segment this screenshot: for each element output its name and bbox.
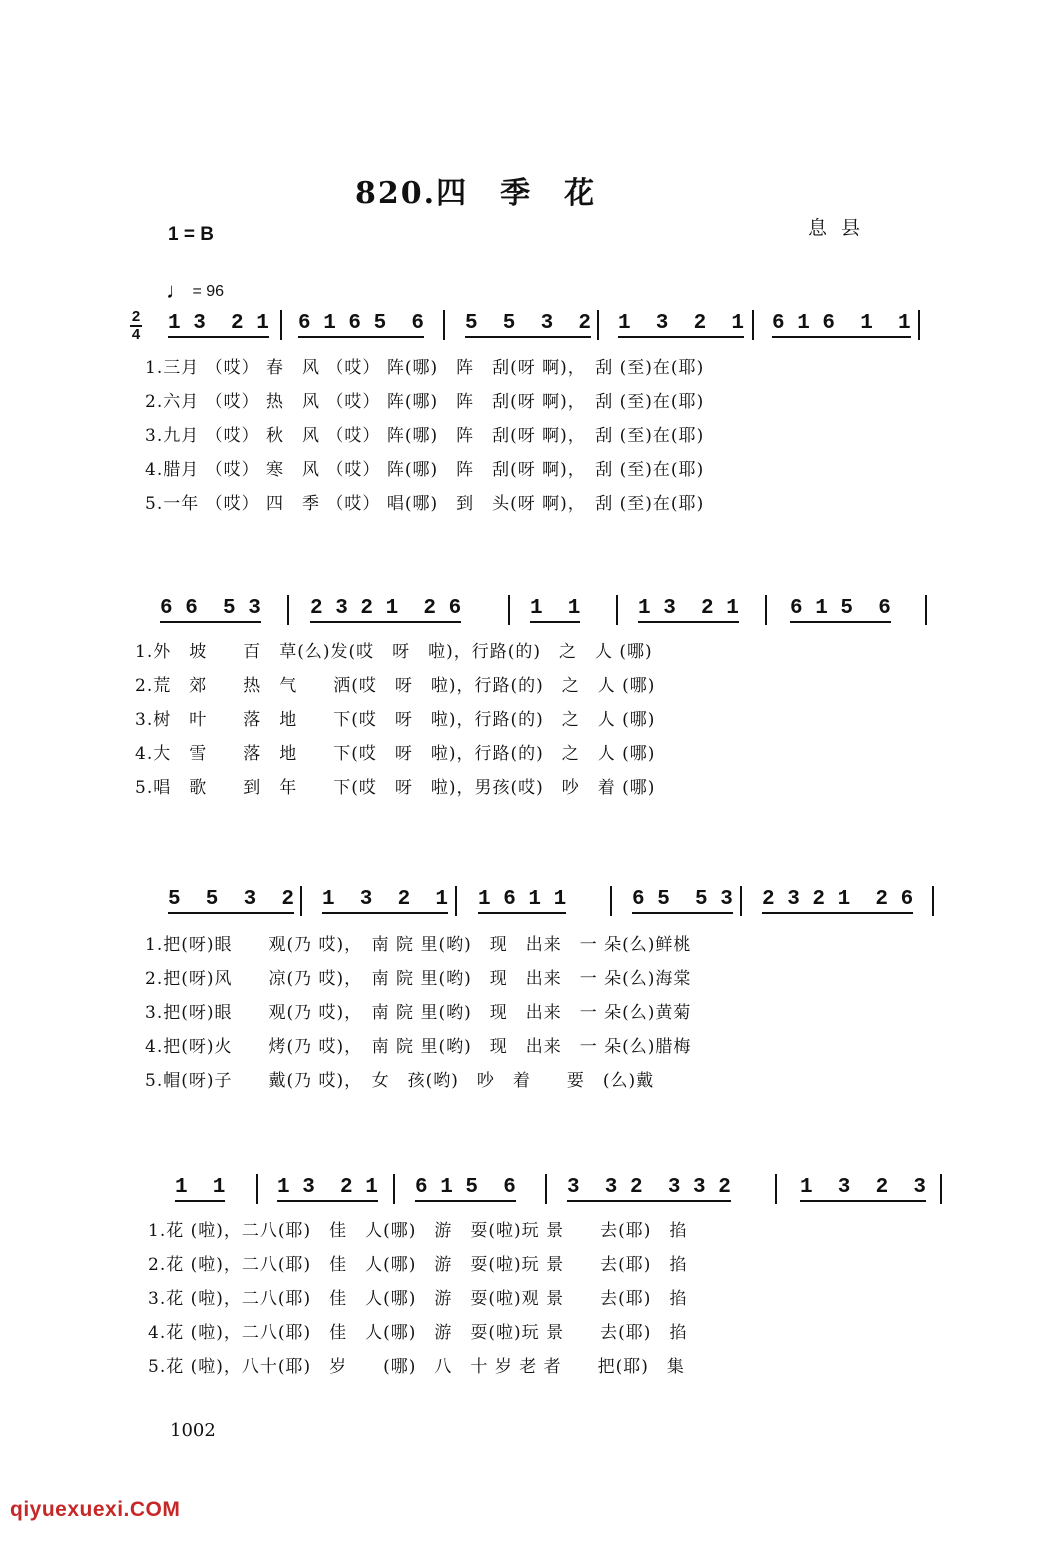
melody-measure: 5 5 3 2	[168, 888, 295, 911]
lyric-line: 4.把(呀)火 烤(乃 哎)， 南 院 里(哟) 现 出来 一 朵(么)腊梅	[145, 1037, 692, 1057]
melody-measure: 1 6 1 1	[478, 888, 567, 911]
melody-measure: 6 6 5 3	[160, 597, 261, 620]
melody-measure: 6 1 5 6	[790, 597, 891, 620]
bar-line	[775, 1174, 777, 1204]
lyric-line: 5.一年 （哎） 四 季 （哎） 唱(哪) 到 头(呀 啊)， 刮 (至)在(耶)	[145, 494, 705, 514]
bar-line	[287, 595, 289, 625]
bar-line	[280, 310, 282, 340]
region-label: 息县	[808, 217, 875, 239]
lyric-line: 5.唱 歌 到 年 下(哎 呀 啦)，男孩(哎) 吵 着 (哪)	[135, 778, 656, 798]
staff-system-4	[0, 1176, 1062, 1206]
bar-line	[925, 595, 927, 625]
lyric-line: 1.外 坡 百 草(么)发(哎 呀 啦)，行路(的) 之 人 (哪)	[135, 642, 653, 662]
lyric-line: 3.九月 （哎） 秋 风 （哎） 阵(哪) 阵 刮(呀 啊)， 刮 (至)在(耶)	[145, 426, 705, 446]
melody-measure: 1 3 2 1	[638, 597, 739, 620]
bar-line	[545, 1174, 547, 1204]
melody-measure: 6 1 5 6	[415, 1176, 516, 1199]
lyric-line: 2.荒 郊 热 气 洒(哎 呀 啦)，行路(的) 之 人 (哪)	[135, 676, 656, 696]
bar-line	[918, 310, 920, 340]
melody-measure: 1 3 2 1	[618, 312, 745, 335]
staff-system-2	[0, 597, 1062, 627]
bar-line	[256, 1174, 258, 1204]
staff-system-1	[0, 308, 1062, 342]
melody-measure: 3 3 2 3 3 2	[567, 1176, 731, 1199]
melody-measure: 1 3 2 1	[322, 888, 449, 911]
bar-line	[508, 595, 510, 625]
melody-measure: 1 1	[530, 597, 581, 620]
melody-measure: 5 5 3 2	[465, 312, 592, 335]
bar-line	[940, 1174, 942, 1204]
lyric-line: 3.树 叶 落 地 下(哎 呀 啦)，行路(的) 之 人 (哪)	[135, 710, 656, 730]
melody-measure: 6 1 6 1 1	[772, 312, 911, 335]
bar-line	[597, 310, 599, 340]
lyric-line: 1.三月 （哎） 春 风 （哎） 阵(哪) 阵 刮(呀 啊)， 刮 (至)在(耶)	[145, 358, 705, 378]
bar-line	[765, 595, 767, 625]
lyric-line: 4.花 (啦)，二八(耶) 佳 人(哪) 游 耍(啦)玩 景 去(耶) 掐	[148, 1323, 688, 1343]
bar-line	[740, 886, 742, 916]
melody-measure: 1 3 2 1	[277, 1176, 378, 1199]
melody-measure: 1 3 2 3	[800, 1176, 927, 1199]
lyric-line: 2.把(呀)风 凉(乃 哎)， 南 院 里(哟) 现 出来 一 朵(么)海棠	[145, 969, 692, 989]
lyric-line: 2.花 (啦)，二八(耶) 佳 人(哪) 游 耍(啦)玩 景 去(耶) 掐	[148, 1255, 688, 1275]
lyric-line: 3.把(呀)眼 观(乃 哎)， 南 院 里(哟) 现 出来 一 朵(么)黄菊	[145, 1003, 692, 1023]
lyric-line: 3.花 (啦)，二八(耶) 佳 人(哪) 游 耍(啦)观 景 去(耶) 掐	[148, 1289, 688, 1309]
tempo-marking	[166, 278, 224, 304]
time-signature-bottom: 4	[131, 326, 141, 343]
key-signature: 1 = B	[168, 224, 214, 245]
bar-line	[616, 595, 618, 625]
bar-line	[443, 310, 445, 340]
page-title: 820.四 季 花	[355, 176, 597, 211]
watermark: qiyuexuexi.COM	[10, 1498, 181, 1521]
bar-line	[932, 886, 934, 916]
lyric-line: 1.把(呀)眼 观(乃 哎)， 南 院 里(哟) 现 出来 一 朵(么)鲜桃	[145, 935, 692, 955]
bar-line	[610, 886, 612, 916]
lyric-line: 4.腊月 （哎） 寒 风 （哎） 阵(哪) 阵 刮(呀 啊)， 刮 (至)在(耶)	[145, 460, 705, 480]
page-number: 1002	[170, 1420, 216, 1441]
bar-line	[752, 310, 754, 340]
melody-measure: 6 5 5 3	[632, 888, 733, 911]
lyric-line: 5.花 (啦)，八十(耶) 岁 (哪) 八 十 岁 老 者 把(耶) 集	[148, 1357, 685, 1377]
lyric-line: 1.花 (啦)，二八(耶) 佳 人(哪) 游 耍(啦)玩 景 去(耶) 掐	[148, 1221, 688, 1241]
melody-measure: 1 3 2 1	[168, 312, 269, 335]
staff-system-3	[0, 888, 1062, 918]
lyric-line: 5.帽(呀)子 戴(乃 哎)， 女 孩(哟) 吵 着 要 (么)戴	[145, 1071, 655, 1091]
time-signature-top: 2	[131, 308, 141, 325]
lyric-line: 4.大 雪 落 地 下(哎 呀 啦)，行路(的) 之 人 (哪)	[135, 744, 656, 764]
bar-line	[393, 1174, 395, 1204]
melody-measure: 2 3 2 1 2 6	[762, 888, 914, 911]
quarter-note-icon: ♩	[166, 278, 188, 303]
bar-line	[300, 886, 302, 916]
tempo-value: = 96	[192, 283, 225, 300]
bar-line	[455, 886, 457, 916]
melody-measure: 1 1	[175, 1176, 226, 1199]
lyric-line: 2.六月 （哎） 热 风 （哎） 阵(哪) 阵 刮(呀 啊)， 刮 (至)在(耶)	[145, 392, 705, 412]
melody-measure: 6 1 6 5 6	[298, 312, 425, 335]
melody-measure: 2 3 2 1 2 6	[310, 597, 462, 620]
